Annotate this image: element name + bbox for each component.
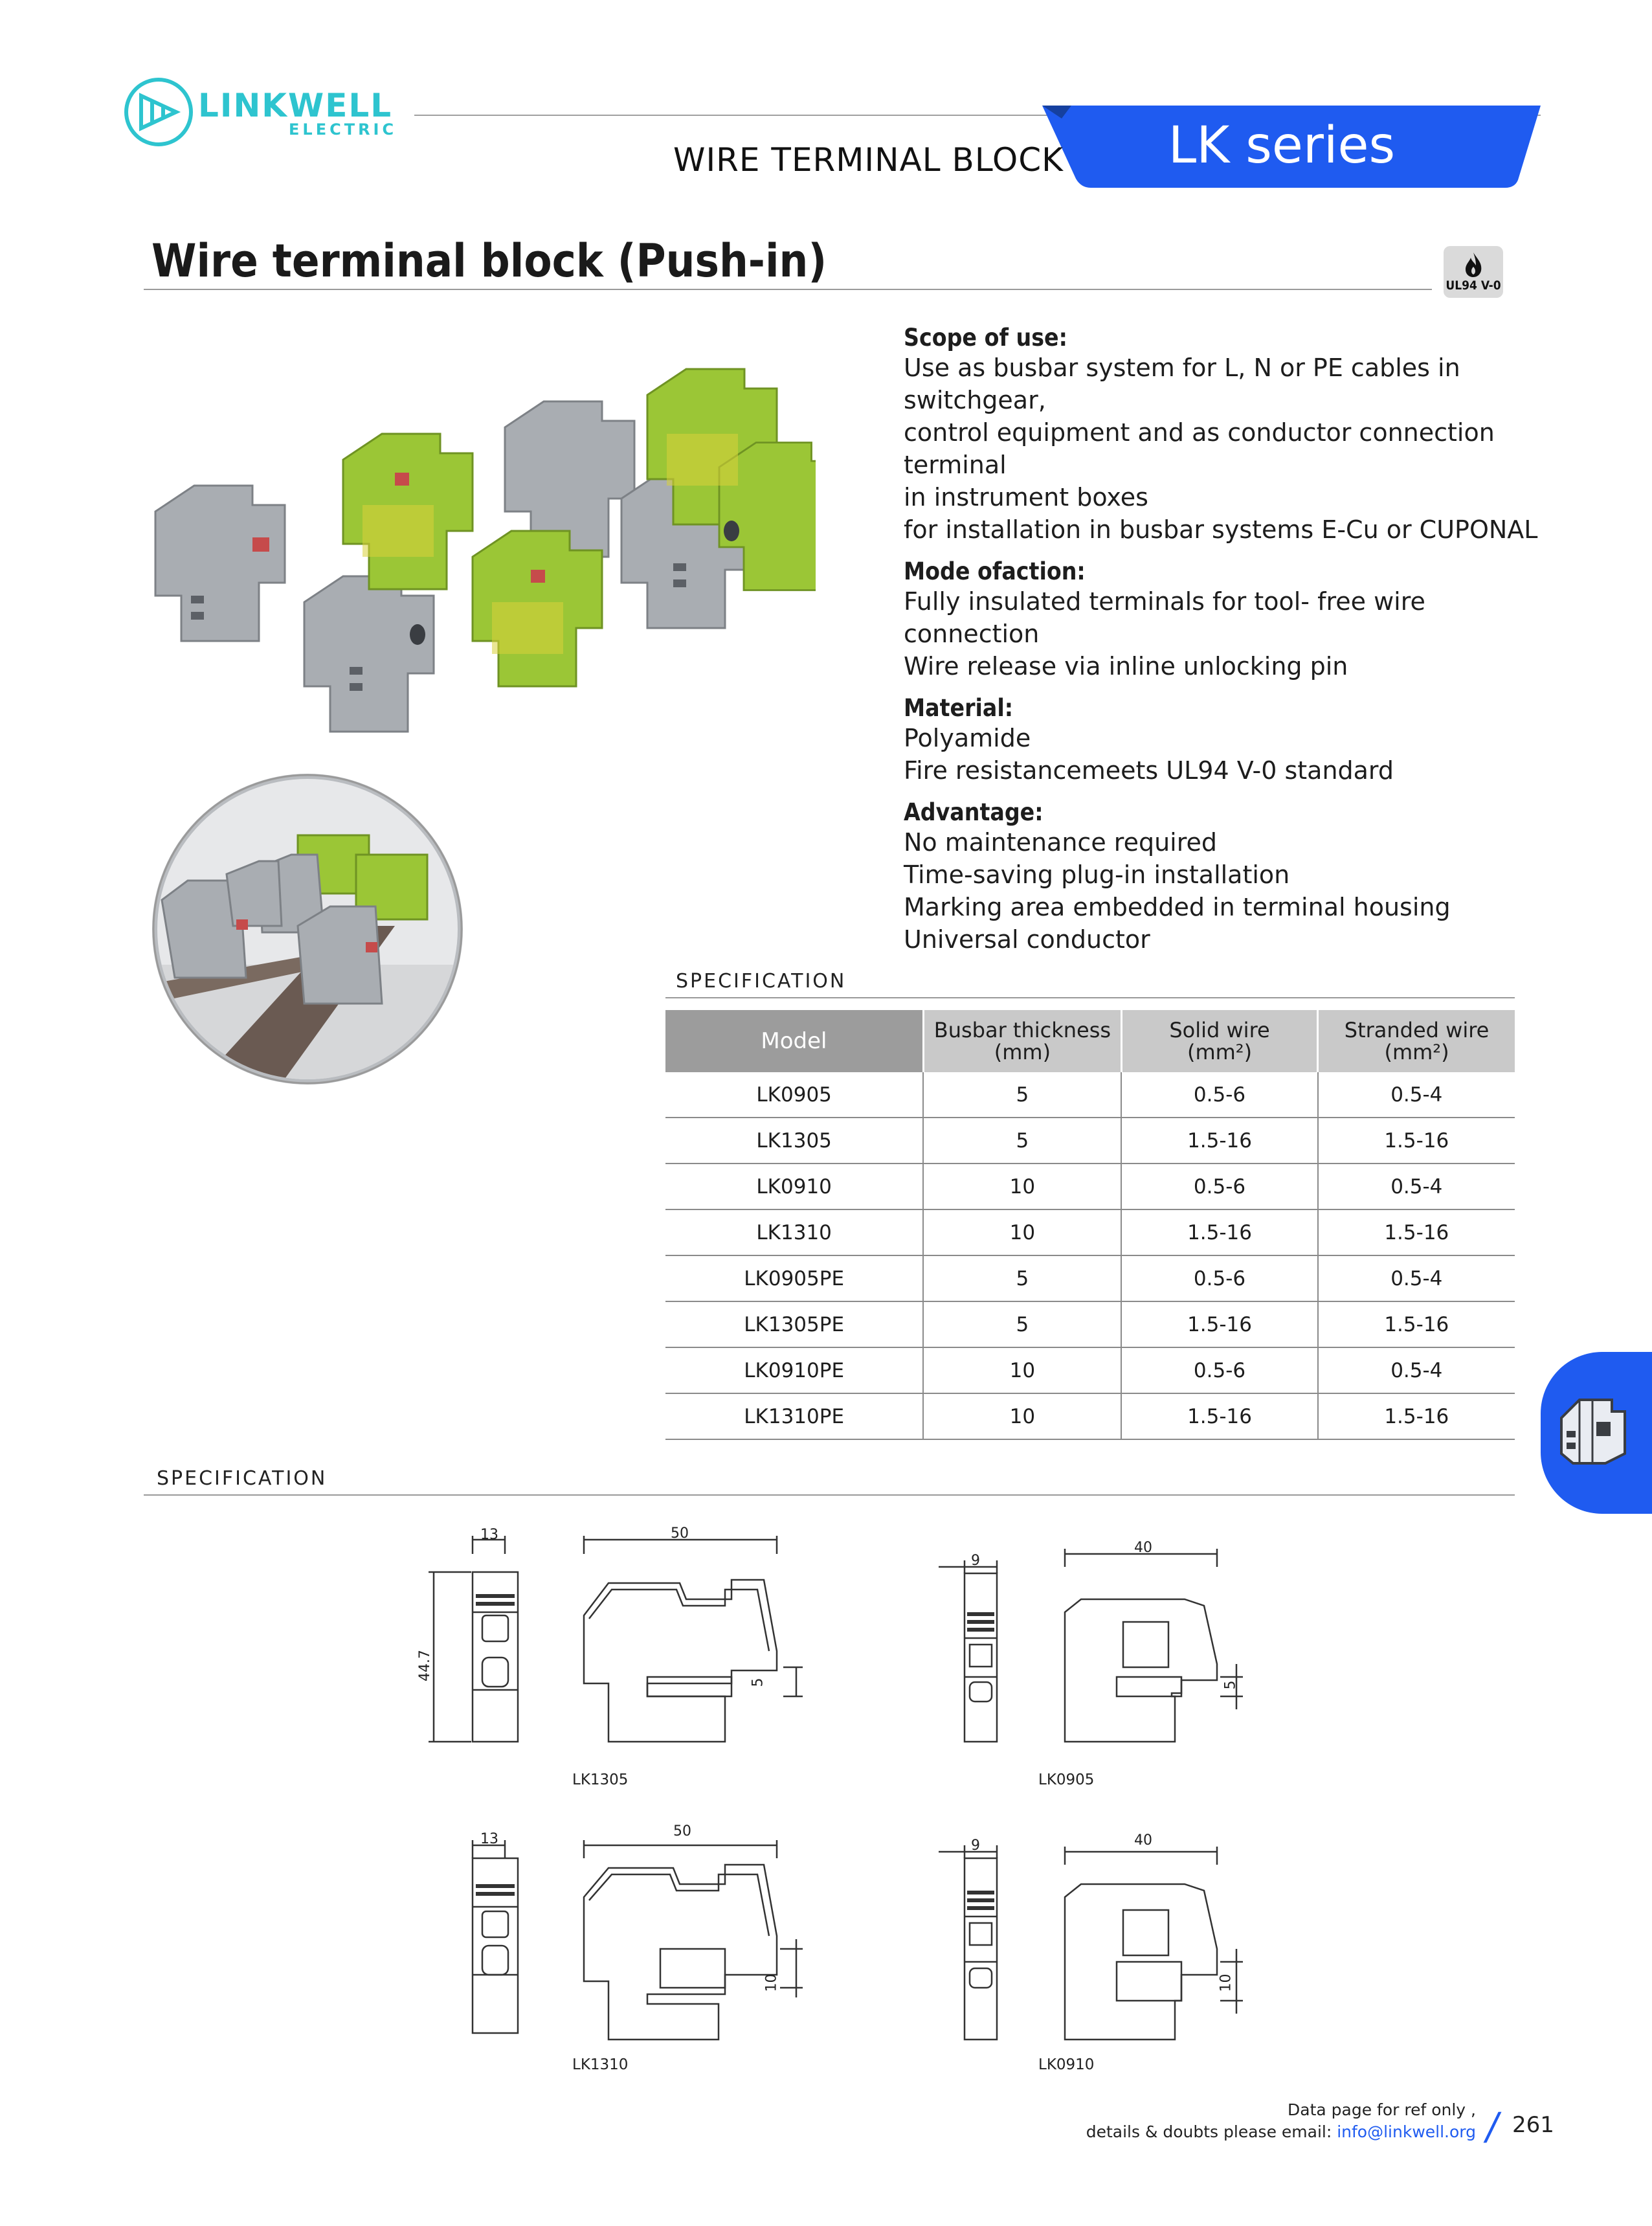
footer-email-link[interactable]: info@linkwell.org [1337, 2122, 1476, 2141]
column-header-model [665, 1010, 923, 1072]
dim-height: 44.7 [416, 1650, 433, 1681]
footer-contact [971, 2122, 1476, 2141]
product-photo [117, 363, 816, 777]
cell-busbar: 5 [923, 1255, 1121, 1301]
column-header-label: Model [761, 1028, 827, 1054]
title-rule [144, 289, 1432, 290]
drawings-rule [144, 1494, 1515, 1496]
table-row [665, 1164, 1515, 1209]
table-row [665, 1393, 1515, 1439]
cell-busbar: 10 [923, 1347, 1121, 1393]
cell-busbar: 10 [923, 1164, 1121, 1209]
cell-model: LK0910PE [665, 1347, 923, 1393]
drawing-caption: LK0910 [1038, 2056, 1095, 2073]
drawing-caption: LK1310 [572, 2056, 629, 2073]
column-header-busbar [923, 1010, 1121, 1072]
cell-busbar: 10 [923, 1393, 1121, 1439]
dim-width: 9 [971, 1838, 980, 1854]
cell-solid: 0.5-6 [1121, 1347, 1317, 1393]
brand-sub: ELECTRIC [289, 120, 397, 139]
scope-line: control equipment and as conductor connection terminal [904, 418, 1495, 479]
dim-length: 50 [673, 1823, 691, 1839]
column-header-label: Busbar thickness [933, 1018, 1111, 1042]
scope-line: for installation in busbar systems E-Cu or CUPONAL [904, 515, 1538, 544]
material-heading: Material: [904, 694, 1014, 722]
column-header-unit: (mm) [994, 1040, 1051, 1064]
terminal-block-icon [1554, 1392, 1644, 1476]
drawing-caption: LK1305 [572, 1771, 629, 1788]
cell-stranded: 1.5-16 [1318, 1209, 1515, 1255]
drawing-lk1305 [414, 1535, 829, 1755]
ul94-badge [1444, 246, 1503, 298]
cell-model: LK1310PE [665, 1393, 923, 1439]
dim-length: 40 [1134, 1832, 1152, 1849]
busbar-install-photo [149, 770, 466, 1088]
advantage-heading: Advantage: [904, 798, 1044, 826]
cell-stranded: 1.5-16 [1318, 1118, 1515, 1164]
linkwell-logo-icon [123, 76, 194, 148]
dim-busbar: 10 [1218, 1973, 1234, 1992]
category-label: WIRE TERMINAL BLOCK [673, 141, 1064, 179]
column-header-label: Solid wire [1169, 1018, 1270, 1042]
mode-line: Fully insulated terminals for tool- free wire connection [904, 587, 1425, 648]
dim-width: 9 [971, 1553, 980, 1569]
info-block [904, 324, 1551, 956]
cell-stranded: 0.5-4 [1318, 1164, 1515, 1209]
brand-name: LINKWELL [198, 87, 393, 124]
cell-solid: 0.5-6 [1121, 1072, 1317, 1118]
drawing-lk1310 [440, 1832, 829, 2052]
series-label: LK series [1168, 117, 1396, 175]
spec-table [665, 1010, 1515, 1440]
mode-line: Wire release via inline unlocking pin [904, 652, 1348, 680]
dim-width: 13 [480, 1527, 498, 1543]
dim-width: 13 [480, 1831, 498, 1847]
cell-stranded: 1.5-16 [1318, 1393, 1515, 1439]
scope-line: in instrument boxes [904, 483, 1148, 512]
table-row [665, 1072, 1515, 1118]
flame-icon [1462, 251, 1485, 278]
advantage-line: Marking area embedded in terminal housing [904, 893, 1451, 921]
footer-divider-icon: / [1482, 2104, 1503, 2148]
cell-model: LK0905PE [665, 1255, 923, 1301]
spec-table-heading: SPECIFICATION [676, 970, 847, 993]
drawings-heading: SPECIFICATION [157, 1467, 328, 1490]
cell-stranded: 0.5-4 [1318, 1072, 1515, 1118]
material-line: Fire resistancemeets UL94 V-0 standard [904, 756, 1394, 785]
drawing-lk0905 [926, 1541, 1262, 1755]
dim-busbar: 10 [763, 1973, 780, 1992]
dim-busbar: 5 [750, 1678, 766, 1687]
drawing-lk0910 [926, 1839, 1262, 2052]
cell-stranded: 1.5-16 [1318, 1301, 1515, 1347]
page-number: 261 [1512, 2112, 1554, 2138]
advantage-line: Universal conductor [904, 925, 1150, 954]
cell-stranded: 0.5-4 [1318, 1347, 1515, 1393]
cell-solid: 1.5-16 [1121, 1118, 1317, 1164]
cell-model: LK1305 [665, 1118, 923, 1164]
dim-length: 40 [1134, 1540, 1152, 1556]
cell-busbar: 5 [923, 1072, 1121, 1118]
scope-heading: Scope of use: [904, 324, 1067, 352]
column-header-stranded [1318, 1010, 1515, 1072]
dim-length: 50 [671, 1525, 689, 1542]
cell-model: LK0910 [665, 1164, 923, 1209]
table-row [665, 1301, 1515, 1347]
table-row [665, 1209, 1515, 1255]
column-header-label: Stranded wire [1344, 1018, 1490, 1042]
mode-heading: Mode ofaction: [904, 557, 1086, 585]
column-header-solid [1121, 1010, 1317, 1072]
footer-note: Data page for ref only , [1288, 2100, 1476, 2119]
ul94-label: UL94 V-0 [1446, 278, 1501, 293]
cell-solid: 1.5-16 [1121, 1393, 1317, 1439]
column-header-unit: (mm²) [1384, 1040, 1449, 1064]
drawing-caption: LK0905 [1038, 1771, 1095, 1788]
cell-solid: 0.5-6 [1121, 1164, 1317, 1209]
table-row [665, 1255, 1515, 1301]
table-row [665, 1347, 1515, 1393]
scope-line: Use as busbar system for L, N or PE cables in switchgear, [904, 354, 1460, 414]
cell-model: LK0905 [665, 1072, 923, 1118]
advantage-line: No maintenance required [904, 828, 1217, 857]
cell-solid: 0.5-6 [1121, 1255, 1317, 1301]
cell-solid: 1.5-16 [1121, 1209, 1317, 1255]
cell-model: LK1310 [665, 1209, 923, 1255]
advantage-line: Time-saving plug-in installation [904, 860, 1290, 889]
table-row [665, 1118, 1515, 1164]
page-title: Wire terminal block (Push-in) [151, 234, 827, 287]
material-line: Polyamide [904, 724, 1031, 752]
cell-model: LK1305PE [665, 1301, 923, 1347]
spec-table-rule [665, 997, 1515, 998]
cell-busbar: 5 [923, 1118, 1121, 1164]
column-header-unit: (mm²) [1187, 1040, 1253, 1064]
cell-busbar: 5 [923, 1301, 1121, 1347]
footer-contact-text: details & doubts please email: [1086, 2122, 1337, 2141]
dim-busbar: 5 [1222, 1680, 1239, 1690]
cell-stranded: 0.5-4 [1318, 1255, 1515, 1301]
cell-solid: 1.5-16 [1121, 1301, 1317, 1347]
cell-busbar: 10 [923, 1209, 1121, 1255]
table-header-row [665, 1010, 1515, 1072]
